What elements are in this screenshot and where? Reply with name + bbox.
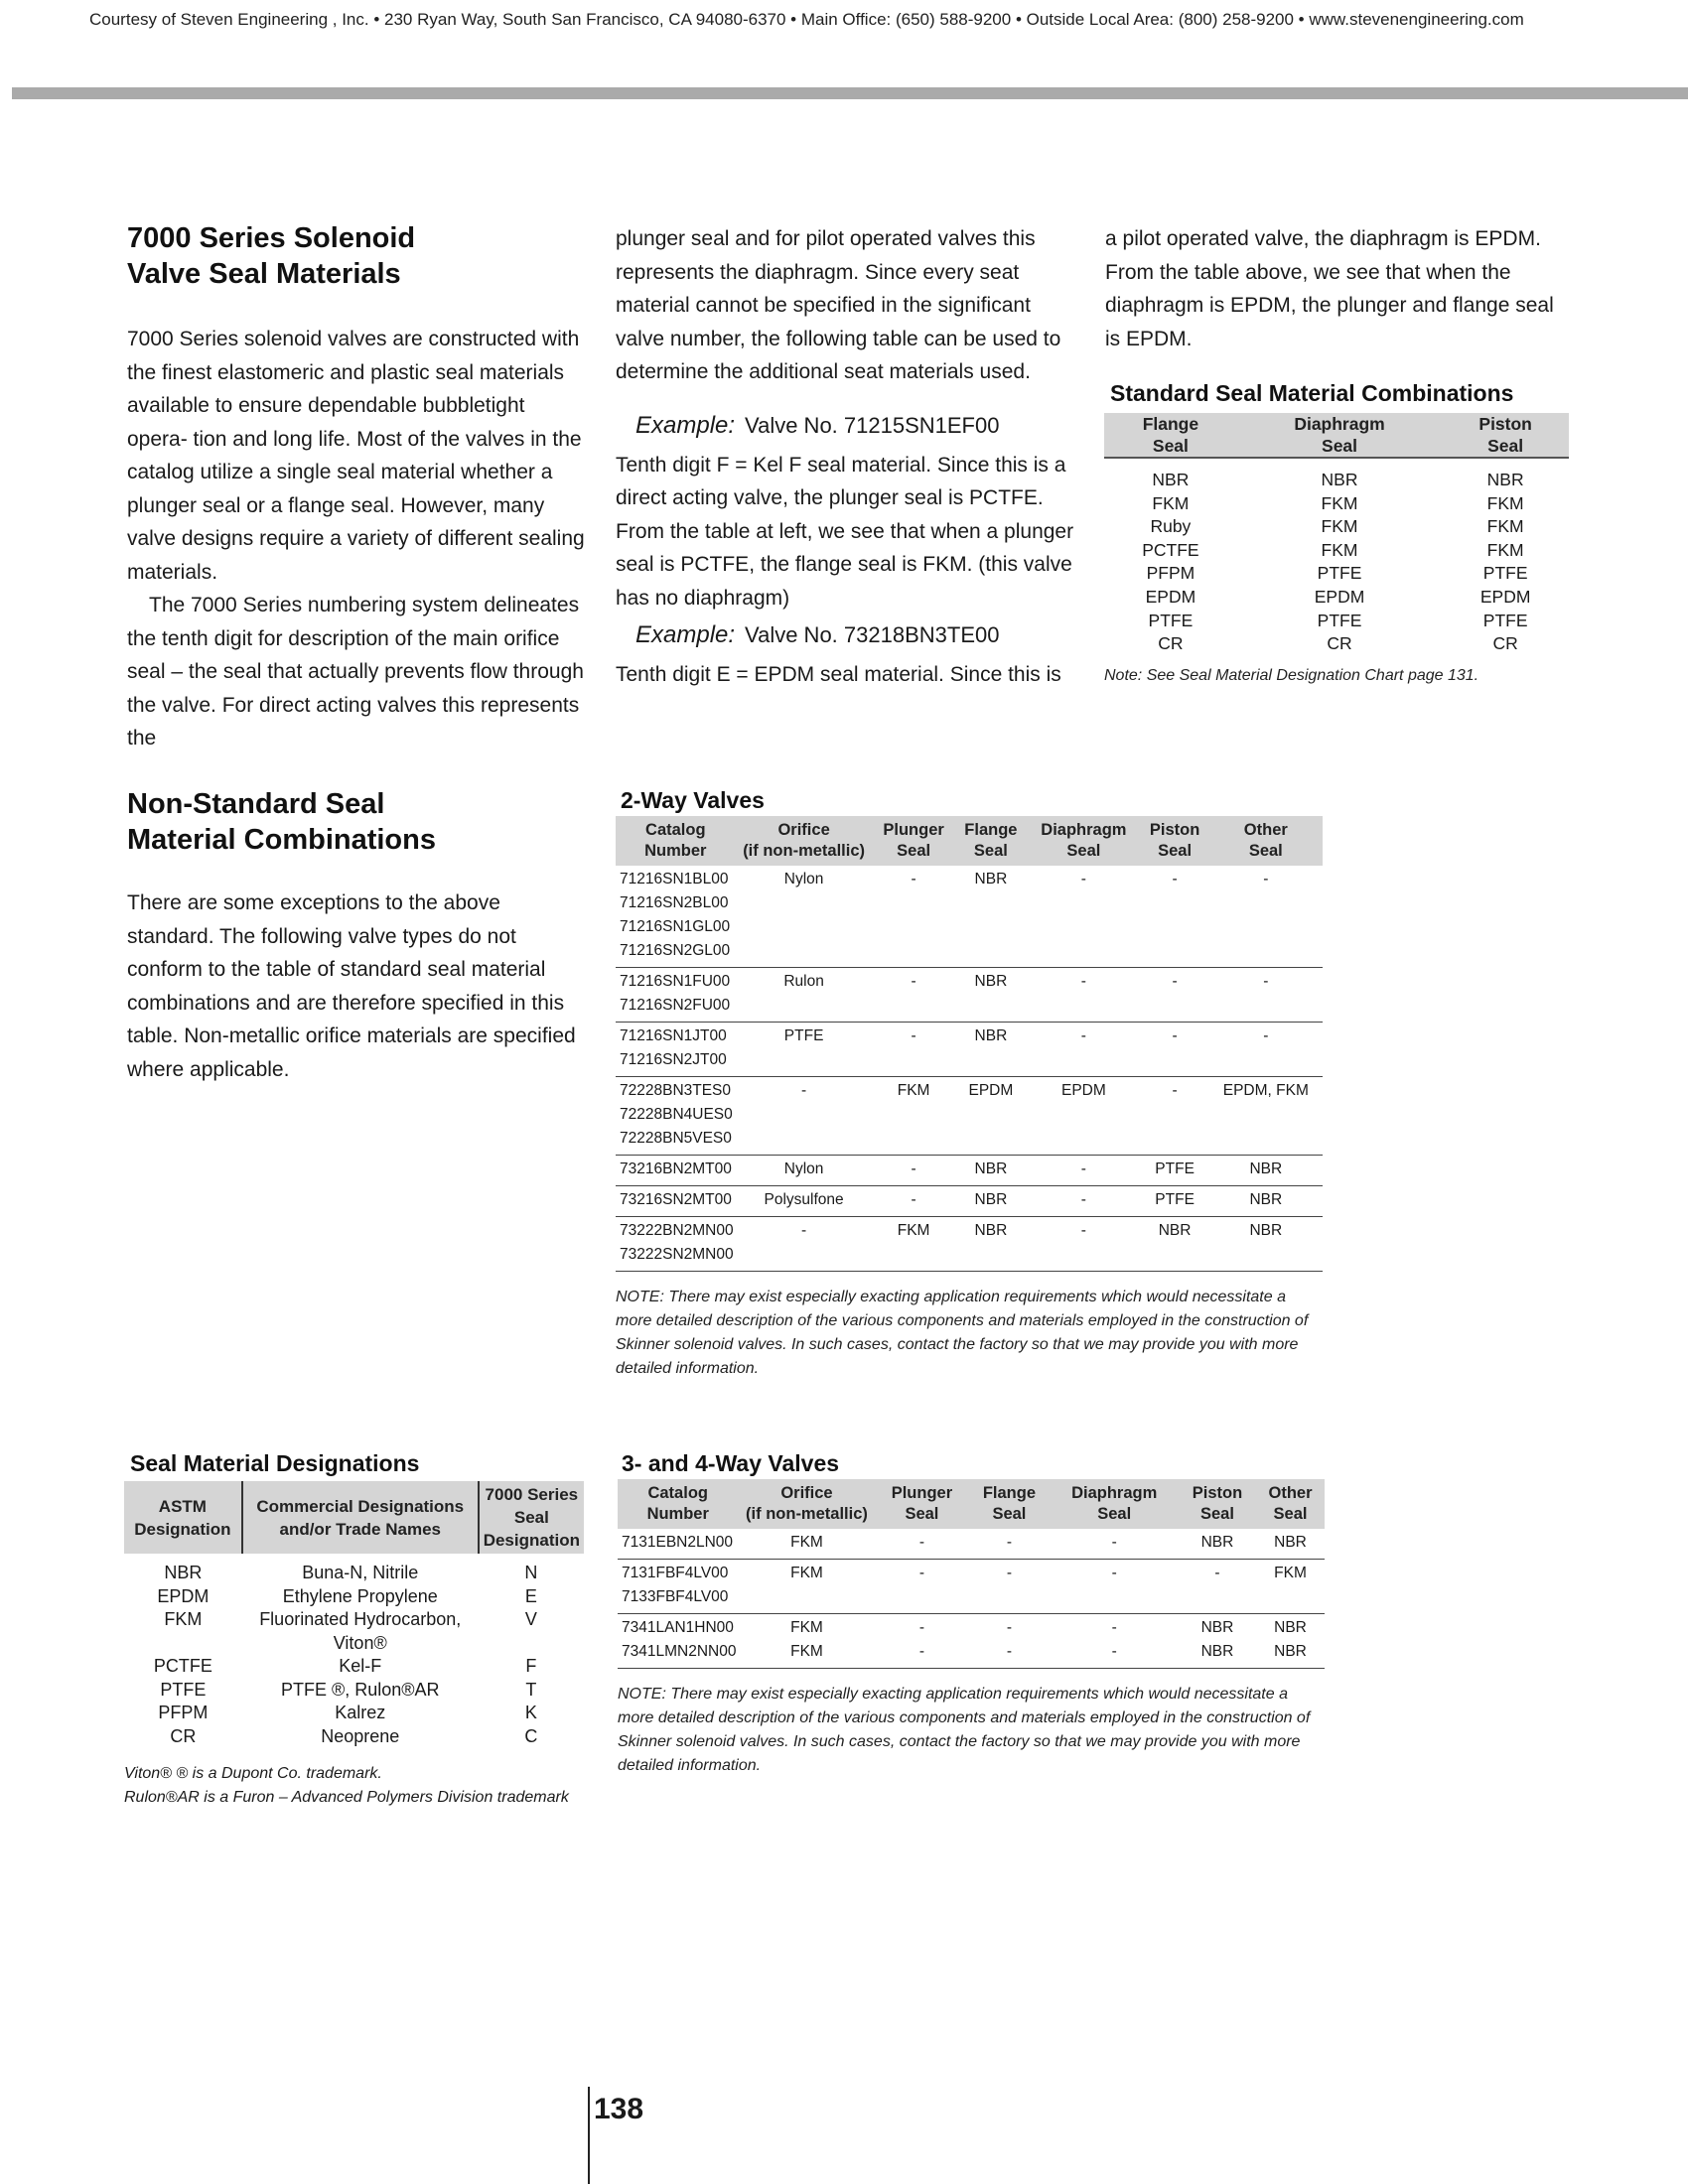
cell: NBR xyxy=(1209,1156,1323,1186)
three-way-header: Other Seal xyxy=(1268,1484,1313,1523)
two-way-title: 2-Way Valves xyxy=(621,787,765,813)
cell: - - xyxy=(875,1614,968,1669)
two-way-header: Plunger Seal xyxy=(883,821,944,860)
cell: NBR NBR xyxy=(1179,1614,1256,1669)
catalog-cell: 72228BN3TES0 72228BN4UES0 72228BN5VES0 xyxy=(616,1077,736,1156)
cell: - xyxy=(1027,968,1140,1023)
courtesy-header: Courtesy of Steven Engineering , Inc. • 230 Ryan Way, South San Francisco, CA 94080-6370 • Main Office: (650) 588-9200 • Outside Local Area: (800) 258-9200 • www.stevenengineering.com xyxy=(89,10,1524,29)
two-way-header-row xyxy=(616,816,1323,866)
catalog-cell: 71216SN1BL00 71216SN2BL00 71216SN1GL00 71216SN2GL00 xyxy=(616,866,736,968)
cell: FKM xyxy=(164,1609,203,1629)
page-number-rule xyxy=(588,2087,590,2184)
cell: - xyxy=(1209,968,1323,1023)
cell: NBR xyxy=(955,1156,1028,1186)
cell: - xyxy=(1141,1077,1209,1156)
cell: NBR xyxy=(164,1563,203,1582)
trademark-note-2: Rulon®AR is a Furon – Advanced Polymers Division trademark xyxy=(124,1789,569,1806)
cell: PFPM xyxy=(158,1703,209,1722)
cell: NBR xyxy=(1179,1529,1256,1560)
cell: F xyxy=(525,1656,537,1676)
cell: EPDM xyxy=(157,1585,210,1606)
table-row xyxy=(124,1554,584,1585)
table-row xyxy=(616,866,1323,968)
cell: NBR xyxy=(1486,470,1524,489)
cell: - - xyxy=(1050,1614,1178,1669)
table-row xyxy=(1104,539,1569,563)
cell: CR xyxy=(1327,633,1352,654)
cell: NBR xyxy=(1209,1217,1323,1272)
cell: Kalrez xyxy=(335,1703,386,1722)
two-way-header: Piston Seal xyxy=(1149,821,1200,860)
nonstandard-title xyxy=(127,786,594,858)
standard-title: Standard Seal Material Combinations xyxy=(1110,380,1514,406)
table-row xyxy=(1104,515,1569,539)
intro-para2-part1: The 7000 Series numbering system delineates the tenth digit for description of the main orifice seal – the seal that actually prevents flow through the valve. For direct acting valves this represents the xyxy=(127,594,584,750)
table-row xyxy=(124,1679,584,1703)
cell: CR xyxy=(1492,633,1518,654)
standard-header: Seal xyxy=(1104,435,1237,458)
cell: - xyxy=(875,1560,968,1614)
two-way-note: NOTE: There may exist especially exacting application requirements which would necessitate a more detailed description of the various components and materials employed in the construction of Skinner solenoid valves. In such cases, contact the factory so that we may provide you with more detailed information. xyxy=(616,1289,1309,1377)
catalog-cell: 73216BN2MT00 xyxy=(616,1156,736,1186)
nonstandard-title-line1: Non-Standard Seal xyxy=(127,788,385,820)
cell: FKM xyxy=(1152,492,1190,513)
header-rule xyxy=(12,87,1688,99)
cell: - xyxy=(1209,866,1323,968)
designations-title: Seal Material Designations xyxy=(130,1450,420,1476)
cell: NBR NBR xyxy=(1256,1614,1325,1669)
standard-header-row2 xyxy=(1104,435,1569,458)
cell: V xyxy=(524,1609,537,1629)
cell: Kel-F xyxy=(339,1656,382,1676)
catalog-cell: 71216SN1FU00 71216SN2FU00 xyxy=(616,968,736,1023)
cell: EPDM xyxy=(1314,586,1365,607)
cell: NBR xyxy=(955,1186,1028,1217)
cell: PTFE xyxy=(736,1023,873,1077)
cell: - xyxy=(873,1156,955,1186)
two-way-header: Diaphragm Seal xyxy=(1041,821,1127,860)
cell: - xyxy=(873,968,955,1023)
cell: NBR xyxy=(1321,470,1358,489)
cell: FKM xyxy=(873,1077,955,1156)
cell: - xyxy=(968,1529,1050,1560)
standard-header-row1 xyxy=(1104,413,1569,435)
cell: - xyxy=(1027,1217,1140,1272)
table-row xyxy=(124,1585,584,1609)
cell: NBR xyxy=(955,968,1028,1023)
cell: - xyxy=(1027,1156,1140,1186)
cell: EPDM xyxy=(1145,586,1196,607)
cell: PTFE xyxy=(1148,610,1194,630)
example2-label: Example: xyxy=(635,621,736,648)
cell: - xyxy=(1027,866,1140,968)
designations-header: Commercial Designations and/or Trade Names xyxy=(242,1481,479,1554)
cell: N xyxy=(524,1563,538,1582)
table-row xyxy=(124,1725,584,1749)
cell: NBR xyxy=(1141,1217,1209,1272)
cell: Fluorinated Hydrocarbon, Viton® xyxy=(259,1609,462,1653)
table-row xyxy=(616,1023,1323,1077)
designations-header: ASTM Designation xyxy=(134,1496,231,1539)
cell: - xyxy=(1141,866,1209,968)
cell: FKM xyxy=(738,1529,875,1560)
three-way-header: Catalog Number xyxy=(646,1484,709,1523)
cell: EPDM xyxy=(1027,1077,1140,1156)
table-row xyxy=(616,1186,1323,1217)
cell: CR xyxy=(1158,633,1184,654)
cell: PCTFE xyxy=(1142,539,1199,560)
cell: FKM xyxy=(1486,492,1524,513)
table-row xyxy=(1104,562,1569,586)
table-row xyxy=(1104,458,1569,492)
three-way-header: Orifice (if non-metallic) xyxy=(746,1484,868,1523)
nonstandard-body xyxy=(127,887,589,1086)
cell: FKM xyxy=(1321,539,1358,560)
example1-label: Example: xyxy=(635,411,736,439)
cell: EPDM xyxy=(1479,586,1531,607)
cell: FKM xyxy=(738,1560,875,1614)
table-row xyxy=(616,1077,1323,1156)
cell: FKM xyxy=(1321,492,1358,513)
cell: FKM xyxy=(1256,1560,1325,1614)
cell: PTFE ®, Rulon®AR xyxy=(280,1679,440,1700)
three-way-title: 3- and 4-Way Valves xyxy=(622,1450,840,1476)
standard-section xyxy=(1104,379,1581,688)
two-way-header: Other Seal xyxy=(1243,821,1288,860)
cell: PFPM xyxy=(1146,563,1196,584)
two-way-header: Orifice (if non-metallic) xyxy=(743,821,866,860)
cell: PTFE xyxy=(1482,563,1528,584)
cell: EPDM xyxy=(955,1077,1028,1156)
cell: - xyxy=(736,1077,873,1156)
nonstandard-section xyxy=(127,786,594,858)
cell: NBR xyxy=(955,1023,1028,1077)
three-way-header: Diaphragm Seal xyxy=(1071,1484,1158,1523)
standard-header: Seal xyxy=(1442,435,1569,458)
cell: - xyxy=(873,1023,955,1077)
standard-header: Diaphragm xyxy=(1294,414,1385,434)
table-row xyxy=(618,1529,1325,1560)
page-number: 138 xyxy=(594,2093,644,2125)
catalog-cell: 73216SN2MT00 xyxy=(616,1186,736,1217)
cell: PTFE xyxy=(1317,610,1362,630)
cell: PTFE xyxy=(160,1679,207,1700)
table-row xyxy=(124,1608,584,1655)
cell: - xyxy=(736,1217,873,1272)
cell: FKM FKM xyxy=(738,1614,875,1669)
catalog-cell: 71216SN1JT00 71216SN2JT00 xyxy=(616,1023,736,1077)
example2-valve: Valve No. 73218BN3TE00 xyxy=(745,622,1000,647)
catalog-cell: 7341LAN1HN00 7341LMN2NN00 xyxy=(618,1614,738,1669)
intro-body-col2 xyxy=(616,222,1077,692)
two-way-header: Flange Seal xyxy=(964,821,1018,860)
cell: Buna-N, Nitrile xyxy=(302,1563,419,1582)
cell: PTFE xyxy=(1141,1186,1209,1217)
example1-valve: Valve No. 71215SN1EF00 xyxy=(745,412,1000,438)
intro-para2-part2: plunger seal and for pilot operated valves this represents the diaphragm. Since every seat material cannot be specified in the significant valve number, the following table can be used to determine the additional seat materials used. xyxy=(616,227,1061,383)
three-way-note: NOTE: There may exist especially exacting application requirements which would necessitate a more detailed description of the various components and materials employed in the construction of Skinner solenoid valves. In such cases, contact the factory so that we may provide you with more detailed information. xyxy=(618,1686,1311,1774)
cell: FKM xyxy=(1486,539,1524,560)
nonstandard-title-line2: Material Combinations xyxy=(127,824,436,856)
cell: Polysulfone xyxy=(736,1186,873,1217)
cell: NBR xyxy=(955,866,1028,968)
example1-line xyxy=(635,409,1077,443)
standard-table xyxy=(1104,413,1569,656)
example2-line xyxy=(635,618,1077,652)
cell: CR xyxy=(170,1725,197,1746)
three-way-header: Plunger Seal xyxy=(891,1484,953,1523)
trademark-note-1: Viton® ® is a Dupont Co. trademark. xyxy=(124,1765,382,1782)
cell: Ethylene Propylene xyxy=(282,1585,438,1606)
catalog-cell: 7131EBN2LN00 xyxy=(618,1529,738,1560)
cell: - xyxy=(1141,968,1209,1023)
standard-header: Piston xyxy=(1478,414,1532,434)
cell: - xyxy=(1050,1560,1178,1614)
standard-header: Seal xyxy=(1237,435,1442,458)
cell: - xyxy=(1050,1529,1178,1560)
two-way-header: Catalog Number xyxy=(644,821,707,860)
cell: - xyxy=(1027,1186,1140,1217)
intro-section xyxy=(127,220,594,292)
cell: PCTFE xyxy=(153,1656,212,1676)
example1-text: Tenth digit F = Kel F seal material. Since this is a direct acting valve, the plunger seal is PCTFE. From the table at left, we see that when a plunger seal is PCTFE, the flange seal is FKM. (this valve has no diaphragm) xyxy=(616,453,1074,610)
cell: - - xyxy=(968,1614,1050,1669)
example2-text-part1: Tenth digit E = EPDM seal material. Since this is xyxy=(616,663,1061,686)
cell: Neoprene xyxy=(321,1725,400,1746)
intro-para1: 7000 Series solenoid valves are constructed with the finest elastomeric and plastic seal materials available to ensure dependable bubbletight opera- tion and long life. Most of the valves in the catalog utilize a single seal material whether a plunger seal or a flange seal. However, many valve designs require a variety of different sealing materials. xyxy=(127,328,585,584)
table-row xyxy=(616,1156,1323,1186)
intro-title-line1: 7000 Series Solenoid xyxy=(127,222,416,254)
catalog-cell: 73222BN2MN00 73222SN2MN00 xyxy=(616,1217,736,1272)
cell: PTFE xyxy=(1317,563,1362,584)
cell: T xyxy=(525,1679,537,1700)
cell: NBR xyxy=(1256,1529,1325,1560)
cell: NBR xyxy=(955,1217,1028,1272)
cell: - xyxy=(1209,1023,1323,1077)
table-row xyxy=(124,1702,584,1725)
intro-body-col1 xyxy=(127,323,589,755)
cell: - xyxy=(875,1529,968,1560)
table-row xyxy=(618,1614,1325,1669)
table-row xyxy=(124,1655,584,1679)
cell: Rulon xyxy=(736,968,873,1023)
table-row xyxy=(618,1560,1325,1614)
three-way-header-row xyxy=(618,1479,1325,1529)
designations-section xyxy=(124,1449,596,1810)
example2-text-part2: a pilot operated valve, the diaphragm is EPDM. From the table above, we see that when the diaphragm is EPDM, the plunger and flange seal is EPDM. xyxy=(1105,227,1554,350)
cell: PTFE xyxy=(1482,610,1528,630)
table-row xyxy=(1104,586,1569,610)
table-row xyxy=(1104,492,1569,516)
cell: EPDM, FKM xyxy=(1209,1077,1323,1156)
three-way-header: Piston Seal xyxy=(1192,1484,1243,1523)
cell: E xyxy=(524,1585,537,1606)
catalog-cell: 7131FBF4LV00 7133FBF4LV00 xyxy=(618,1560,738,1614)
cell: Nylon xyxy=(736,866,873,968)
cell: - xyxy=(968,1560,1050,1614)
cell: - xyxy=(1027,1023,1140,1077)
cell: Ruby xyxy=(1150,516,1192,537)
two-way-table xyxy=(616,816,1323,1272)
cell: - xyxy=(873,866,955,968)
standard-header: Flange xyxy=(1142,414,1199,434)
designations-header-row xyxy=(124,1481,584,1554)
cell: FKM xyxy=(873,1217,955,1272)
cell: - xyxy=(873,1186,955,1217)
intro-body-col3 xyxy=(1105,222,1572,355)
cell: Nylon xyxy=(736,1156,873,1186)
cell: C xyxy=(524,1725,538,1746)
cell: PTFE xyxy=(1141,1156,1209,1186)
three-way-header: Flange Seal xyxy=(982,1484,1037,1523)
cell: FKM xyxy=(1486,516,1524,537)
three-way-section xyxy=(618,1449,1333,1778)
intro-title-line2: Valve Seal Materials xyxy=(127,258,401,290)
cell: NBR xyxy=(1152,470,1190,489)
cell: K xyxy=(524,1703,537,1722)
table-row xyxy=(616,968,1323,1023)
designations-table xyxy=(124,1481,584,1748)
designations-header: 7000 Series Seal Designation xyxy=(479,1481,584,1554)
cell: - xyxy=(1141,1023,1209,1077)
nonstandard-para: There are some exceptions to the above standard. The following valve types do not conform to the table of standard seal material combinations and are therefore specified in this table. Non-metallic orifice materials are specified where applicable. xyxy=(127,891,576,1081)
standard-note: Note: See Seal Material Designation Chart page 131. xyxy=(1104,666,1479,684)
table-row xyxy=(1104,610,1569,633)
cell: NBR xyxy=(1209,1186,1323,1217)
cell: - xyxy=(1179,1560,1256,1614)
intro-title xyxy=(127,220,594,292)
cell: FKM xyxy=(1321,516,1358,537)
table-row xyxy=(1104,632,1569,656)
two-way-section xyxy=(616,786,1331,1381)
table-row xyxy=(616,1217,1323,1272)
three-way-table xyxy=(618,1479,1325,1669)
